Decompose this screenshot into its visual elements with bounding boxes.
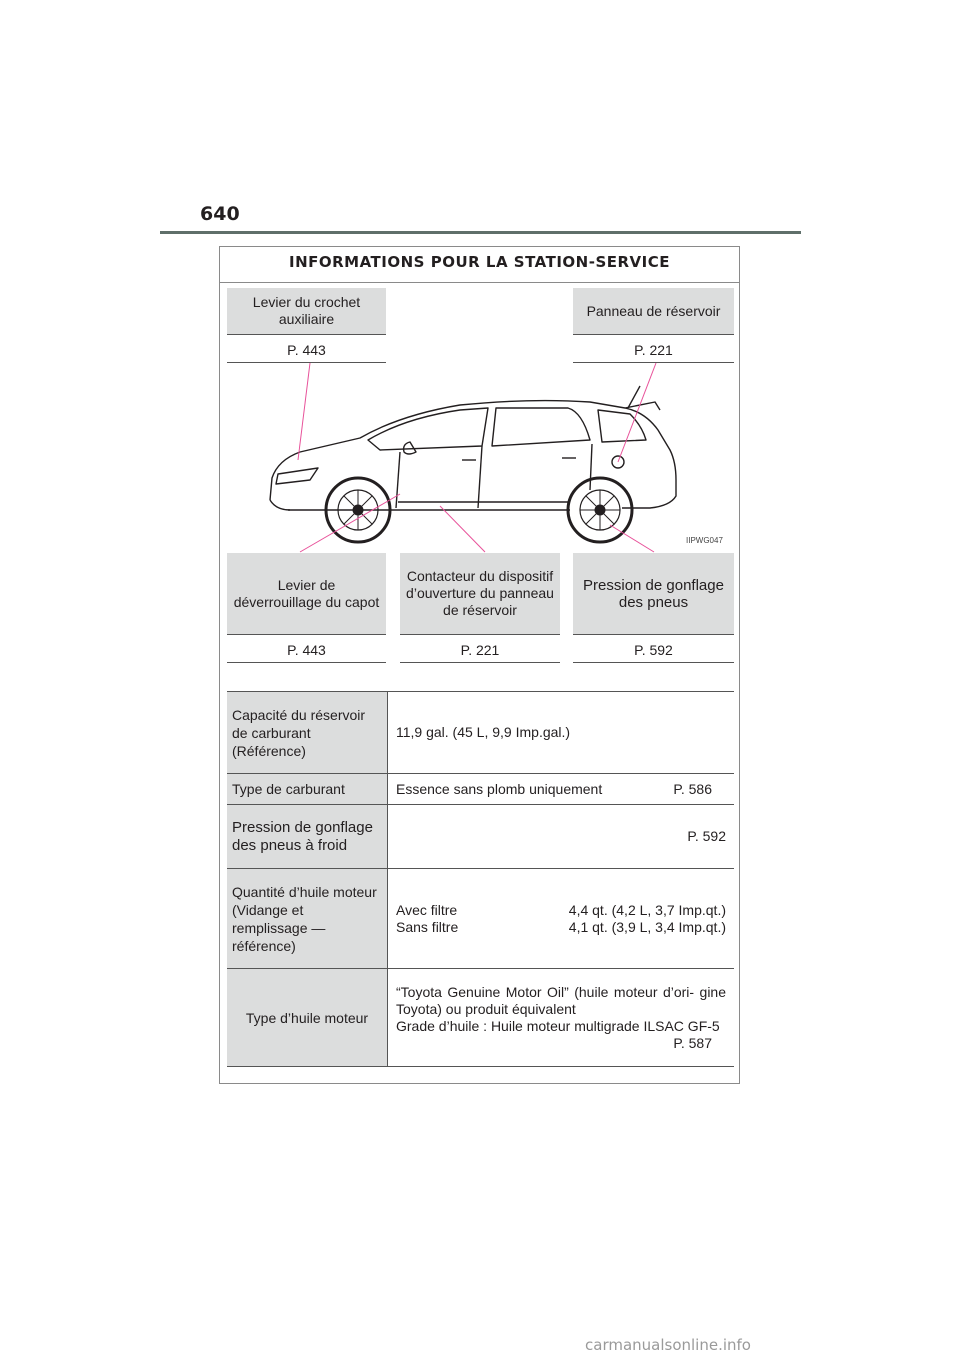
spec-ref-oil-type[interactable]: P. 587	[673, 1034, 712, 1051]
watermark: carmanualsonline.info	[585, 1336, 751, 1354]
table-row	[227, 774, 734, 805]
callout-label-fuel-door: Panneau de réservoir	[573, 288, 734, 335]
spec-key-tire-pressure: Pression de gonflage des pneus à froid	[227, 805, 388, 869]
oil-without-filter-label: Sans filtre	[396, 918, 459, 935]
spec-key-oil-capacity: Quantité d’huile moteur (Vidange et remplissage — référence)	[227, 869, 388, 969]
spec-ref-fuel-type[interactable]: P. 586	[673, 780, 712, 797]
callout-label-hood-release: Levier de déverrouillage du capot	[227, 553, 386, 635]
oil-with-filter-value: 4,4 qt. (4,2 L, 3,7 Imp.qt.)	[568, 901, 726, 918]
spec-key-fuel-type: Type de carburant	[227, 774, 388, 805]
callout-ref-tire-pressure[interactable]: P. 592	[573, 636, 734, 663]
callout-ref-fuel-door[interactable]: P. 221	[573, 336, 734, 363]
header-rule	[160, 231, 801, 234]
rear-wheel	[568, 478, 632, 542]
title-divider	[220, 282, 739, 283]
oil-grade: Grade d’huile : Huile moteur multigrade ILSAC GF-5	[396, 1017, 720, 1034]
oil-type-description: “Toyota Genuine Motor Oil” (huile moteur d’ori- gine Toyota) ou produit équivalent	[396, 983, 726, 1017]
car-illustration	[230, 370, 730, 555]
section-title: INFORMATIONS POUR LA STATION-SERVICE	[289, 253, 670, 271]
specs-table	[227, 691, 734, 1067]
table-row	[227, 692, 734, 774]
spec-key-fuel-capacity: Capacité du réservoir de carburant (Référence)	[227, 692, 388, 774]
table-row	[227, 969, 734, 1067]
table-row	[227, 805, 734, 869]
spec-key-oil-type: Type d’huile moteur	[227, 969, 388, 1067]
callout-label-tire-pressure: Pression de gonflage des pneus	[573, 553, 734, 635]
spec-value-fuel-capacity: 11,9 gal. (45 L, 9,9 Imp.gal.)	[388, 692, 735, 774]
table-row	[227, 869, 734, 969]
page-number: 640	[200, 203, 240, 225]
spec-ref-tire-pressure[interactable]: P. 592	[388, 805, 735, 869]
callout-ref-hood-release[interactable]: P. 443	[227, 636, 386, 663]
callout-label-fuel-opener: Contacteur du dispositif d’ouverture du panneau de réservoir	[400, 553, 560, 635]
spec-value-fuel-type: Essence sans plomb uniquement	[396, 780, 603, 797]
callout-ref-tow-hook[interactable]: P. 443	[227, 336, 386, 363]
callout-ref-fuel-opener[interactable]: P. 221	[400, 636, 560, 663]
callout-label-tow-hook: Levier du crochet auxiliaire	[227, 288, 386, 335]
figure-id: IIPWG047	[686, 536, 723, 545]
oil-with-filter-label: Avec filtre	[396, 901, 458, 918]
oil-without-filter-value: 4,1 qt. (3,9 L, 3,4 Imp.qt.)	[568, 918, 726, 935]
